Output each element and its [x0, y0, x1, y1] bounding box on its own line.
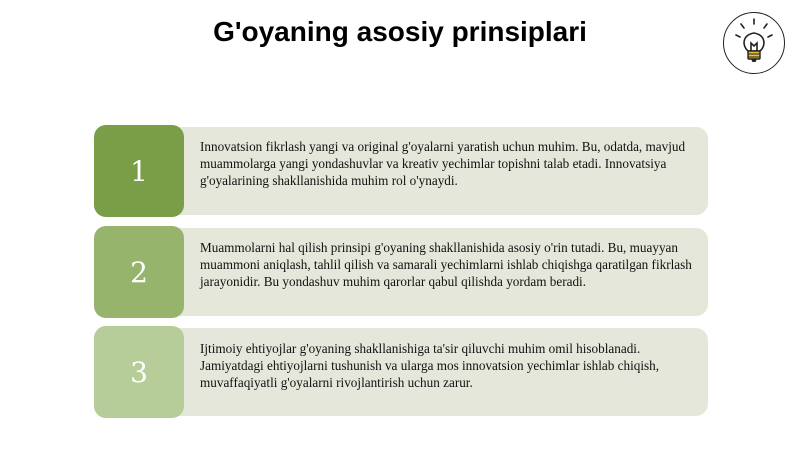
principle-number-box-3 — [94, 326, 184, 418]
principle-text: Innovatsion fikrlash yangi va original g'oyalarni yaratish uchun muhim. Bu, odatda, mavjud muammolarga yangi yondashuvlar va kreativ yechimlar topishni talab etadi. Innovatsiya g'oyalarining shakllanishida muhim rol o'ynaydi. — [200, 139, 686, 188]
principle-number: 1 — [130, 154, 148, 188]
principle-number-box-2 — [94, 226, 184, 318]
principle-number: 3 — [130, 355, 148, 389]
principle-text: Ijtimoiy ehtiyojlar g'oyaning shakllanishiga ta'sir qiluvchi muhim omil hisoblanadi. Jamiyatdagi ehtiyojlarni tushunish va ularga mos innovatsion yechimlar ishlab chiqish, muvaffaqiyatli g'oyalarni rivojlantirish uchun zarur. — [200, 341, 660, 390]
principle-number: 2 — [130, 255, 148, 289]
principle-text: Muammolarni hal qilish prinsipi g'oyaning shakllanishida asosiy o'rin tutadi. Bu, muayyan muammoni aniqlash, tahlil qilish va samarali yechimlarni ishlab chiqishga qaratilgan fikrlash jarayonidir. Bu yondashuv muhim qarorlar qabul qilishda yordam beradi. — [200, 240, 692, 289]
principle-number-box-1 — [94, 125, 184, 217]
lightbulb-icon — [723, 12, 785, 74]
page-title: G'oyaning asosiy prinsiplari — [213, 16, 587, 47]
